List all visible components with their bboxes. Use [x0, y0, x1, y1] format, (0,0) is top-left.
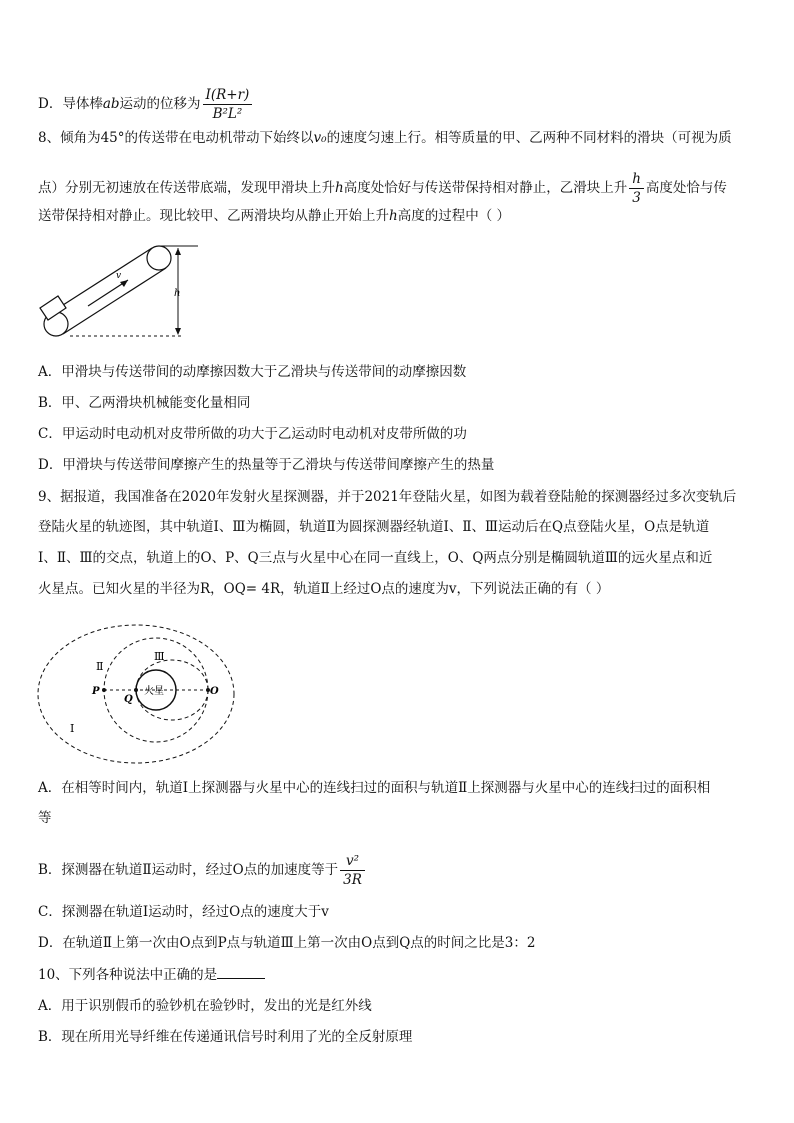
- label-v: v: [116, 271, 122, 281]
- slider-block: [40, 296, 66, 320]
- velocity-arrowhead: [120, 280, 128, 287]
- q8-option-b: B．甲、乙两滑块机械能变化量相同: [38, 395, 251, 411]
- q9-option-c: C．探测器在轨道Ⅰ运动时，经过O点的速度大于v: [38, 904, 329, 920]
- q10-stem: 10、下列各种说法中正确的是: [38, 964, 265, 985]
- q9-option-a-line2: 等: [38, 810, 52, 826]
- q10-option-a: A．用于识别假币的验钞机在验钞时，发出的光是红外线: [38, 998, 372, 1014]
- q9-orbit-figure: [36, 620, 246, 768]
- q9-stem-line3: Ⅰ、Ⅱ、Ⅲ的交点，轨道上的O、P、Q三点与火星中心在同一直线上，O、Q两点分别是椭圆轨道Ⅲ的远火星点和近: [38, 550, 713, 566]
- label-O: O: [210, 686, 219, 697]
- q7-displacement-fraction: $\frac{I(R+r)}{\text{B²L²}}$: [203, 86, 253, 123]
- label-orbit-III: Ⅲ: [154, 650, 165, 663]
- q9-stem-line2: 登陆火星的轨迹图，其中轨道Ⅰ、Ⅲ为椭圆，轨道Ⅱ为圆探测器经轨道Ⅰ、Ⅱ、Ⅲ运动后在Q点登陆火星，O点是轨道: [38, 519, 710, 535]
- q10-answer-blank: [217, 964, 265, 979]
- q10-option-b: B．现在所用光导纤维在传递通讯信号时利用了光的全反射原理: [38, 1029, 413, 1045]
- belt-lower: [63, 268, 166, 334]
- q8-stem-line3: 送带保持相对静止。现比较甲、乙两滑块均从静止开始上升h高度的过程中（ ）: [38, 208, 510, 224]
- label-h: h: [174, 288, 181, 299]
- q8-option-d: D．甲滑块与传送带间摩擦产生的热量等于乙滑块与传送带间摩擦产生的热量: [38, 457, 495, 473]
- q8-h-over-3-fraction: $\frac{h}{3}$: [629, 170, 644, 207]
- label-Q: Q: [124, 694, 133, 705]
- q8-option-a: A．甲滑块与传送带间的动摩擦因数大于乙滑块与传送带间的动摩擦因数: [38, 364, 467, 380]
- point-Q: [134, 688, 138, 692]
- belt-upper: [49, 248, 152, 314]
- q8-stem-line1: 8、倾角为45°的传送带在电动机带动下始终以v₀的速度匀速上行。相等质量的甲、乙两种不同材料的滑块（可视为质: [38, 130, 732, 146]
- label-P: P: [92, 686, 100, 697]
- q9-option-d: D．在轨道Ⅱ上第一次由O点到P点与轨道Ⅲ上第一次由O点到Q点的时间之比是3：2: [38, 935, 536, 951]
- height-arrowhead-bottom: [175, 328, 181, 335]
- q8-stem-line2: 点）分别无初速放在传送带底端，发现甲滑块上升h高度处恰好与传送带保持相对静止，乙滑块上升 $\frac{h}{3}$ 高度处恰与传: [38, 171, 727, 206]
- q8-option-c: C．甲运动时电动机对皮带所做的功大于乙运动时电动机对皮带所做的功: [38, 426, 467, 442]
- label-orbit-II: Ⅱ: [96, 660, 104, 673]
- q9-stem-line4: 火星点。已知火星的半径为R，OQ= 4R，轨道Ⅱ上经过O点的速度为v，下列说法正确的有（ ）: [38, 581, 610, 597]
- q9-stem-line1: 9、据报道，我国准备在2020年发射火星探测器，并于2021年登陆火星，如图为载着登陆舱的探测器经过多次变轨后: [38, 489, 737, 505]
- q9-acceleration-fraction: $\frac{\text{v²}}{3R}$: [340, 852, 365, 889]
- q8-conveyor-figure: [36, 238, 206, 342]
- q9-option-b: B．探测器在轨道Ⅱ运动时，经过O点的加速度等于 $\frac{\text{v²}}{3R}$: [38, 852, 367, 889]
- q7-option-d: D．导体棒ab运动的位移为 $\frac{I(R+r)}{\text{B²L²}}$: [38, 86, 254, 123]
- label-orbit-I: Ⅰ: [70, 722, 75, 735]
- point-P: [102, 688, 106, 692]
- label-mars: 火星: [144, 686, 164, 697]
- q9-option-a-line1: A．在相等时间内，轨道Ⅰ上探测器与火星中心的连线扫过的面积与轨道Ⅱ上探测器与火星中心的连线扫过的面积相: [38, 780, 711, 796]
- height-arrowhead-top: [175, 248, 181, 255]
